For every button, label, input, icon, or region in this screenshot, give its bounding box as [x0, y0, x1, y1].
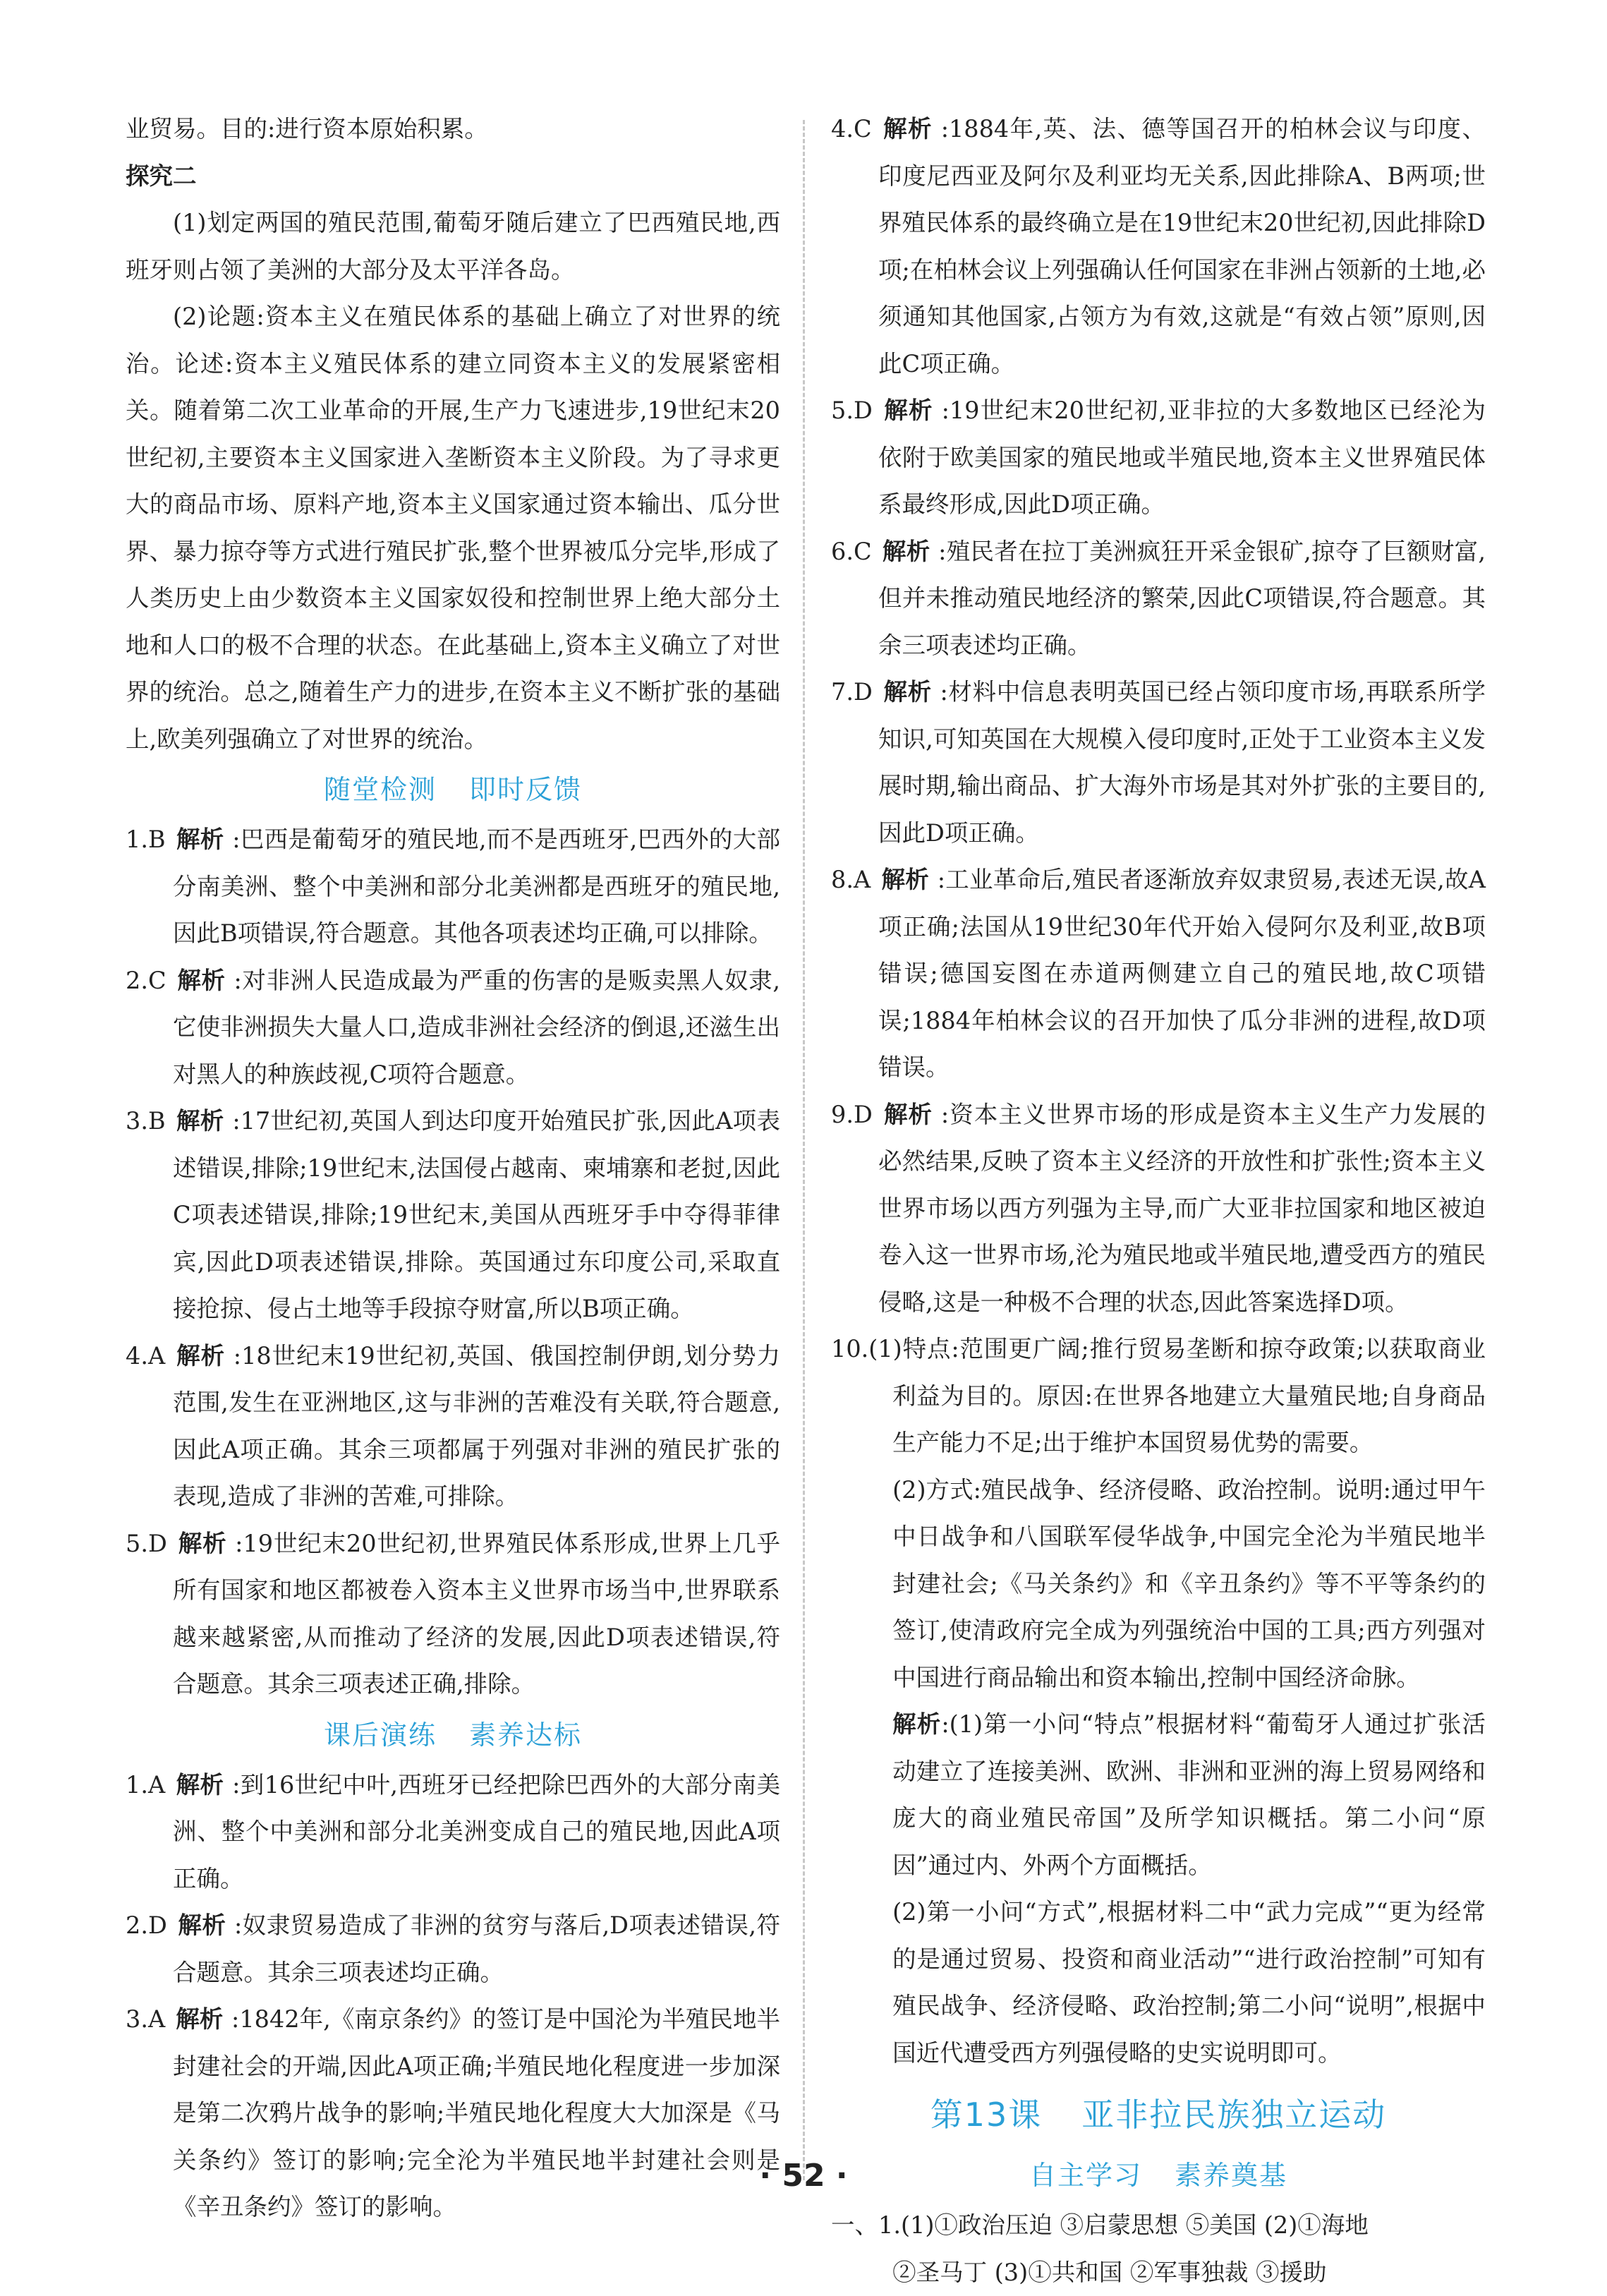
analysis-label: 解析: [176, 1342, 225, 1370]
lesson-name: 亚非拉民族独立运动: [1081, 2096, 1386, 2134]
section-heading: [126, 764, 780, 815]
answer-number: 7.D: [831, 678, 873, 706]
answer-number: 4.A: [126, 1342, 165, 1370]
answer-number: 1.B: [126, 826, 166, 853]
answer-text: :19世纪末20世纪初,世界殖民体系形成,世界上几乎所有国家和地区都被卷入资本主义世界市场当中,世界联系越来越紧密,从而推动了经济的发展,因此D项表述错误,符合题意。其余三项表述正确,排除。: [173, 1530, 780, 1698]
answer-number: 3.B: [126, 1107, 166, 1135]
answer-item: [831, 857, 1486, 1092]
paragraph: (2)第一小问“方式”,根据材料二中“武力完成”“更为经常的是通过贸易、投资和商业活动”“进行政治控制”可知有殖民战争、经济侵略、政治控制;第二小问“说明”,根据中国近代遭受西方列强侵略的史实说明即可。: [831, 1889, 1486, 2077]
analysis-label: 解析: [178, 1911, 226, 1939]
analysis-label: 解析: [892, 1710, 941, 1738]
answer-number: 2.C: [126, 967, 166, 994]
analysis-label: 解析: [176, 1107, 224, 1135]
analysis-label: 解析: [883, 678, 932, 706]
answer-item: [831, 106, 1486, 387]
paragraph: (2)方式:殖民战争、经济侵略、政治控制。说明:通过甲午中日战争和八国联军侵华战争,中国完全沦为半殖民地半封建社会;《马关条约》和《辛丑条约》等不平等条约的签订,使清政府完全成为列强统治中国的工具;西方列强对中国进行商品输出和资本输出,控制中国经济命脉。: [831, 1467, 1486, 1702]
analysis-label: 解析: [176, 826, 224, 853]
analysis-label: 解析: [883, 1101, 933, 1128]
answer-item: [126, 1098, 780, 1333]
analysis-label: 解析: [176, 2005, 223, 2033]
answer-text: :奴隶贸易造成了非洲的贫穷与落后,D项表述错误,符合题意。其余三项表述均正确。: [173, 1911, 780, 1986]
explore-heading: 探究二: [126, 153, 780, 200]
paragraph: (2)论题:资本主义在殖民体系的基础上确立了对世界的统治。论述:资本主义殖民体系的建立同资本主义的发展紧密相关。随着第二次工业革命的开展,生产力飞速进步,19世纪末20世纪初,主要资本主义国家进入垄断资本主义阶段。为了寻求更大的商品市场、原料产地,资本主义国家通过资本输出、瓜分世界、暴力掠夺等方式进行殖民扩张,整个世界被瓜分完毕,形成了人类历史上由少数资本主义国家奴役和控制世界上绝大部分土地和人口的极不合理的状态。在此基础上,资本主义确立了对世界的统治。总之,随着生产力的进步,在资本主义不断扩张的基础上,欧美列强确立了对世界的统治。: [126, 294, 780, 763]
paragraph: (1)划定两国的殖民范围,葡萄牙随后建立了巴西殖民地,西班牙则占领了美洲的大部分及太平洋各岛。: [126, 200, 780, 294]
answer-number: 3.A: [126, 2005, 165, 2033]
answer-item: [831, 669, 1486, 857]
answer-text: :工业革命后,殖民者逐渐放弃奴隶贸易,表述无误,故A项正确;法国从19世纪30年代开始入侵阿尔及利亚,故B项错误;德国妄图在赤道两侧建立自己的殖民地,故C项错误;1884年柏林会议的召开加快了瓜分非洲的进程,故D项错误。: [878, 866, 1486, 1081]
answer-text: :(1)第一小问“特点”根据材料“葡萄牙人通过扩张活动建立了连接美洲、欧洲、非洲和亚洲的海上贸易网络和庞大的商业殖民帝国”及所学知识概括。第二小问“原因”通过内、外两个方面概括。: [892, 1710, 1486, 1879]
analysis-label: 解析: [176, 1771, 224, 1799]
answer-text: :18世纪末19世纪初,英国、俄国控制伊朗,划分势力范围,发生在亚洲地区,这与非洲的苦难没有关联,符合题意,因此A项正确。其余三项都属于列强对非洲的殖民扩张的表现,造成了非洲的苦难,可排除。: [173, 1342, 780, 1511]
answer-item: [126, 957, 780, 1099]
answer-number: 6.C: [831, 538, 872, 565]
answer-item: [126, 1996, 780, 2231]
answer-text: :到16世纪中叶,西班牙已经把除巴西外的大部分南美洲、整个中美洲和部分北美洲变成自己的殖民地,因此A项正确。: [173, 1771, 780, 1892]
lesson-number: 第13课: [930, 2096, 1043, 2134]
right-column: [831, 106, 1486, 2296]
section-heading-part: 课后演练: [324, 1720, 437, 1751]
answer-item: [831, 528, 1486, 670]
answer-item: [126, 1333, 780, 1521]
section-heading-part: 素养奠基: [1175, 2160, 1287, 2191]
answer-line: ②圣马丁 (3)①共和国 ②军事独裁 ③援助: [831, 2249, 1486, 2296]
analysis-label: 解析: [178, 1530, 227, 1557]
section-heading-part: 自主学习: [1029, 2160, 1142, 2191]
analysis-label: 解析: [883, 538, 930, 565]
answer-item: 10.(1)特点:范围更广阔;推行贸易垄断和掠夺政策;以获取商业利益为目的。原因:在世界各地建立大量殖民地;自身商品生产能力不足;出于维护本国贸易优势的需要。: [831, 1326, 1486, 1467]
answer-line: 一、1.(1)①政治压迫 ③启蒙思想 ⑤美国 (2)①海地: [831, 2202, 1486, 2249]
answer-item: [831, 1092, 1486, 1327]
analysis-label: 解析: [883, 397, 933, 424]
answer-number: 4.C: [831, 115, 872, 143]
answer-text: :17世纪初,英国人到达印度开始殖民扩张,因此A项表述错误,排除;19世纪末,法国侵占越南、柬埔寨和老挝,因此C项表述错误,排除;19世纪末,美国从西班牙手中夺得菲律宾,因此D项表述错误,排除。英国通过东印度公司,采取直接抢掠、侵占土地等手段掠夺财富,所以B项正确。: [173, 1107, 780, 1322]
answer-text: :殖民者在拉丁美洲疯狂开采金银矿,掠夺了巨额财富,但并未推动殖民地经济的繁荣,因此C项错误,符合题意。其余三项表述均正确。: [878, 538, 1486, 659]
column-divider: [803, 120, 805, 2180]
analysis-label: 解析: [881, 866, 929, 893]
answer-item: [126, 1902, 780, 1996]
text-line: 业贸易。目的:进行资本原始积累。: [126, 106, 780, 153]
answer-item: [831, 387, 1486, 528]
answer-number: 1.A: [126, 1771, 165, 1799]
answer-text: :材料中信息表明英国已经占领印度市场,再联系所学知识,可知英国在大规模入侵印度时,正处于工业资本主义发展时期,输出商品、扩大海外市场是其对外扩张的主要目的,因此D项正确。: [878, 678, 1486, 847]
analysis-label: 解析: [883, 115, 933, 143]
answer-item: [126, 816, 780, 957]
answer-item: [126, 1521, 780, 1708]
left-column: [126, 106, 780, 2231]
section-heading-part: 随堂检测: [324, 774, 437, 805]
answer-text: :19世纪末20世纪初,亚非拉的大多数地区已经沦为依附于欧美国家的殖民地或半殖民地,资本主义世界殖民体系最终形成,因此D项正确。: [878, 397, 1486, 518]
answer-number: 5.D: [831, 397, 873, 424]
lesson-title: [831, 2081, 1486, 2149]
section-heading: [126, 1710, 780, 1760]
page-number: · 52 ·: [0, 2158, 1607, 2194]
answer-text: :巴西是葡萄牙的殖民地,而不是西班牙,巴西外的大部分南美洲、整个中美洲和部分北美洲都是西班牙的殖民地,因此B项错误,符合题意。其他各项表述均正确,可以排除。: [173, 826, 780, 947]
analysis-label: 解析: [177, 967, 226, 994]
section-heading-part: 素养达标: [469, 1720, 582, 1751]
section-heading-part: 即时反馈: [469, 774, 582, 805]
answer-number: 5.D: [126, 1530, 167, 1557]
answer-number: 9.D: [831, 1101, 873, 1128]
paragraph: [831, 1701, 1486, 1889]
answer-number: 8.A: [831, 866, 871, 893]
answer-text: :1884年,英、法、德等国召开的柏林会议与印度、印度尼西亚及阿尔及利亚均无关系,因此排除A、B两项;世界殖民体系的最终确立是在19世纪末20世纪初,因此排除D项;在柏林会议上列强确认任何国家在非洲占领新的土地,必须通知其他国家,占领方为有效,这就是“有效占领”原则,因此C项正确。: [878, 115, 1486, 377]
answer-text: :1842年,《南京条约》的签订是中国沦为半殖民地半封建社会的开端,因此A项正确;半殖民地化程度进一步加深是第二次鸦片战争的影响;半殖民地化程度大大加深是《马关条约》签订的影响;完全沦为半殖民地半封建社会则是《辛丑条约》签订的影响。: [173, 2005, 780, 2221]
answer-text: :对非洲人民造成最为严重的伤害的是贩卖黑人奴隶,它使非洲损失大量人口,造成非洲社会经济的倒退,还滋生出对黑人的种族歧视,C项符合题意。: [173, 967, 780, 1088]
answer-text: :资本主义世界市场的形成是资本主义生产力发展的必然结果,反映了资本主义经济的开放性和扩张性;资本主义世界市场以西方列强为主导,而广大亚非拉国家和地区被迫卷入这一世界市场,沦为殖民地或半殖民地,遭受西方的殖民侵略,这是一种极不合理的状态,因此答案选择D项。: [878, 1101, 1486, 1316]
answer-number: 2.D: [126, 1911, 167, 1939]
answer-item: [126, 1762, 780, 1903]
